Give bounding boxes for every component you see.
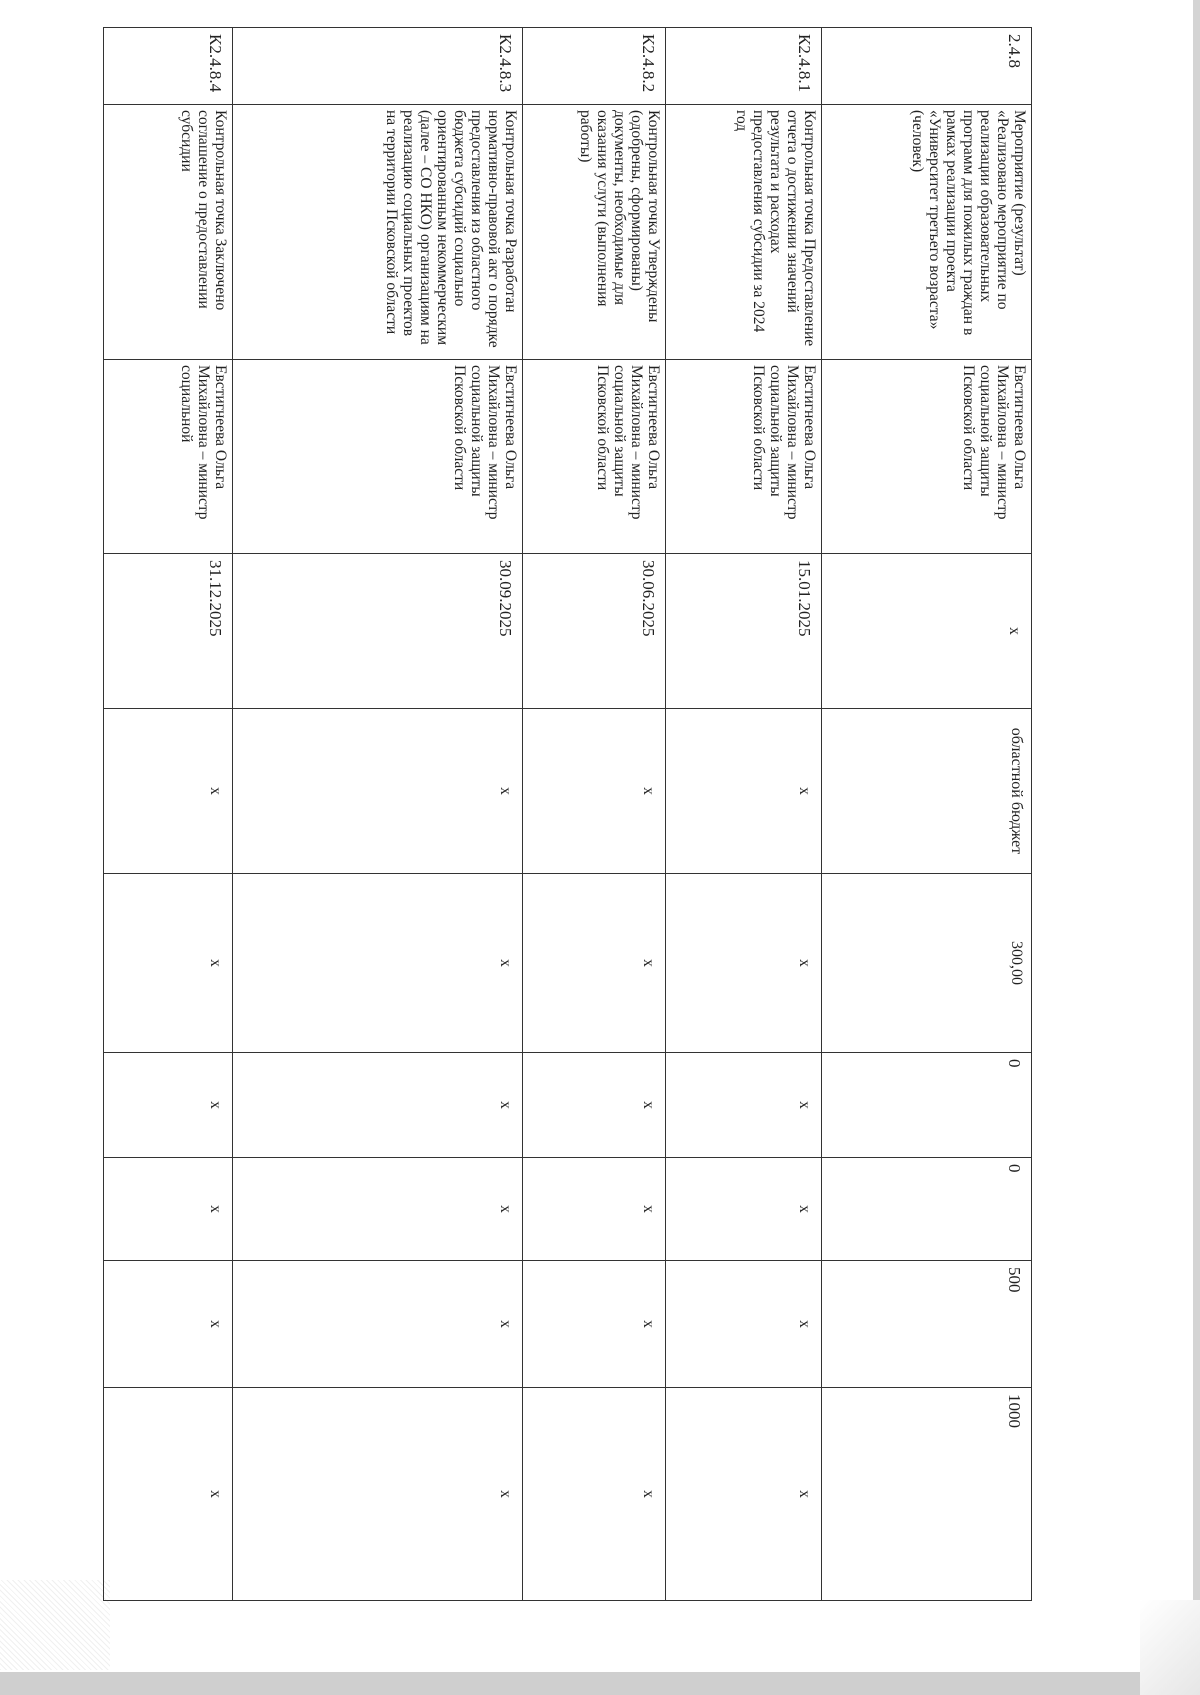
row-code: К2.4.8.2 <box>523 28 666 105</box>
row-value-1: х <box>233 874 523 1053</box>
row-source: х <box>666 709 822 874</box>
row-source: х <box>233 709 523 874</box>
row-code: К2.4.8.4 <box>104 28 233 105</box>
row-value-4: х <box>104 1261 233 1388</box>
scan-noise <box>0 1580 110 1670</box>
row-value-3: х <box>666 1158 822 1261</box>
row-value-5: 1000 <box>822 1388 1032 1601</box>
row-date: 15.01.2025 <box>666 554 822 709</box>
row-responsible: Евстигнеева Ольга Михайловна – министр социальной защиты Псковской области <box>666 360 822 554</box>
row-value-2: х <box>104 1053 233 1158</box>
row-responsible: Евстигнеева Ольга Михайловна – министр социальной защиты Псковской области <box>822 360 1032 554</box>
table-row <box>233 28 523 1601</box>
row-value-3: х <box>233 1158 523 1261</box>
row-value-5: х <box>233 1388 523 1601</box>
plan-table <box>103 27 1032 1601</box>
row-source: х <box>104 709 233 874</box>
table-row <box>822 28 1032 1601</box>
row-value-4: х <box>523 1261 666 1388</box>
row-value-3: х <box>104 1158 233 1261</box>
row-value-5: х <box>104 1388 233 1601</box>
row-date: 31.12.2025 <box>104 554 233 709</box>
row-date: 30.06.2025 <box>523 554 666 709</box>
row-value-2: х <box>666 1053 822 1158</box>
row-value-1: х <box>523 874 666 1053</box>
row-responsible: Евстигнеева Ольга Михайловна – министр социальной защиты Псковской области <box>233 360 523 554</box>
row-value-1: 300,00 <box>822 874 1032 1053</box>
row-source: х <box>523 709 666 874</box>
row-name: Контрольная точка Разработан нормативно-правовой акт о порядке предоставления из областного бюджета субсидий социально ориентированным некоммерческим (далее – СО НКО) организациям на реализацию социальных проектов на территории Псковской области <box>233 105 523 360</box>
row-name: Контрольная точка Заключено соглашение о предоставлении субсидии <box>104 105 233 360</box>
row-responsible: Евстигнеева Ольга Михайловна – министр социальной <box>104 360 233 554</box>
row-date: 30.09.2025 <box>233 554 523 709</box>
row-value-1: х <box>104 874 233 1053</box>
row-value-1: х <box>666 874 822 1053</box>
row-date: х <box>822 554 1032 709</box>
rotated-document-table <box>104 27 1032 1600</box>
row-source: областной бюджет <box>822 709 1032 874</box>
row-value-2: 0 <box>822 1053 1032 1158</box>
row-value-2: х <box>233 1053 523 1158</box>
row-value-5: х <box>523 1388 666 1601</box>
scan-edge-bottom <box>0 1672 1200 1695</box>
row-value-4: х <box>233 1261 523 1388</box>
scan-edge-right <box>1193 0 1200 1695</box>
table-row <box>104 28 233 1601</box>
row-name: Мероприятие (результат) «Реализовано мероприятие по реализации образовательных программ для пожилых граждан в рамках реализации проекта «Университет третьего возраста» (человек) <box>822 105 1032 360</box>
row-code: 2.4.8 <box>822 28 1032 105</box>
scan-corner <box>1140 1600 1200 1695</box>
table-row <box>523 28 666 1601</box>
row-value-2: х <box>523 1053 666 1158</box>
row-name: Контрольная точка Предоставление отчета о достижении значений результата и расходах предоставления субсидии за 2024 год <box>666 105 822 360</box>
row-value-4: 500 <box>822 1261 1032 1388</box>
row-value-3: х <box>523 1158 666 1261</box>
row-name: Контрольная точка Утверждены (одобрены, сформированы) документы, необходимые для оказания услуги (выполнения работы) <box>523 105 666 360</box>
row-value-4: х <box>666 1261 822 1388</box>
row-responsible: Евстигнеева Ольга Михайловна – министр социальной защиты Псковской области <box>523 360 666 554</box>
row-code: К2.4.8.3 <box>233 28 523 105</box>
row-code: К2.4.8.1 <box>666 28 822 105</box>
row-value-3: 0 <box>822 1158 1032 1261</box>
table-row <box>666 28 822 1601</box>
row-value-5: х <box>666 1388 822 1601</box>
